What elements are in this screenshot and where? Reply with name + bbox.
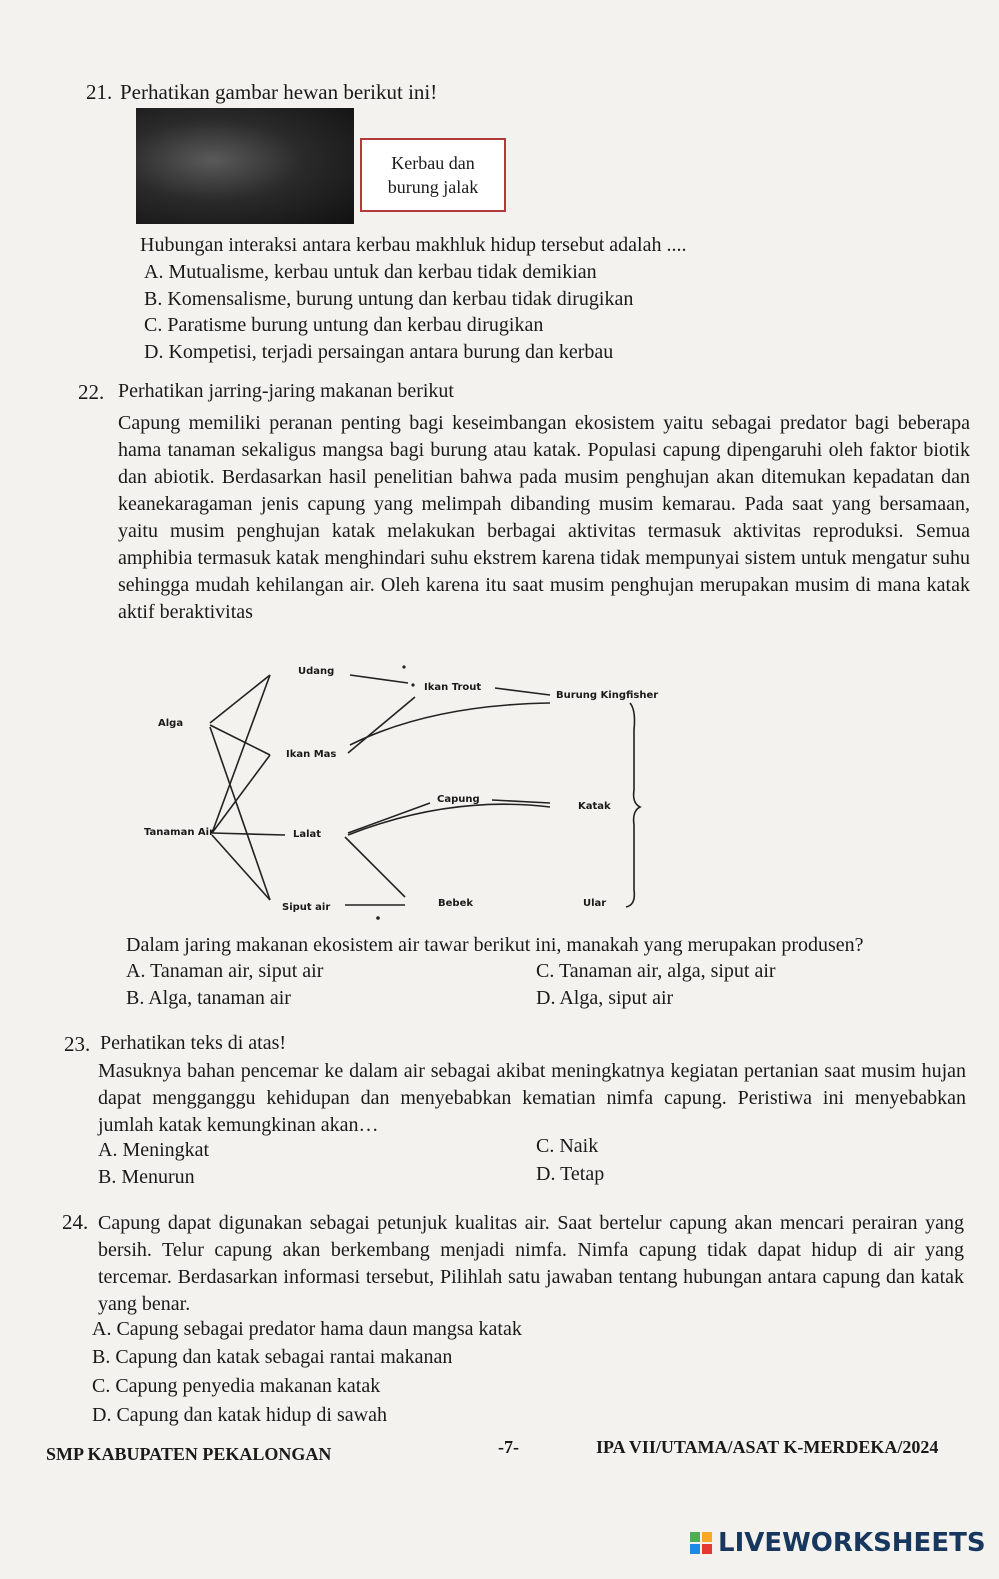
question-21-text: Hubungan interaksi antara kerbau makhluk hidup tersebut adalah .... (140, 234, 687, 256)
node-ular: Ular (583, 898, 607, 909)
caption-line-2: burung jalak (387, 177, 479, 197)
question-22-text: Dalam jaring makanan ekosistem air tawar berikut ini, manakah yang merupakan produsen? (126, 934, 864, 956)
question-22-option-c[interactable]: C. Tanaman air, alga, siput air (536, 960, 776, 982)
caption-line-1: Kerbau dan (391, 153, 475, 173)
node-alga: Alga (158, 718, 184, 729)
brand-text: LIVEWORKSHEETS (718, 1528, 986, 1558)
question-23-number: 23. (64, 1032, 91, 1056)
buffalo-bird-photo (136, 108, 354, 224)
question-22-option-d[interactable]: D. Alga, siput air (536, 987, 674, 1009)
question-24-option-c[interactable]: C. Capung penyedia makanan katak (92, 1375, 381, 1397)
question-23-option-a[interactable]: A. Meningkat (98, 1139, 210, 1161)
question-23-paragraph: Masuknya bahan pencemar ke dalam air sebagai akibat meningkatnya kegiatan pertanian saat musim hujan dapat mengganggu kehidupan dan menyebabkan kematian nimfa capung. Peristiwa ini menyebabkan jumlah katak kemungkinan akan… (98, 1060, 966, 1136)
node-capung: Capung (437, 794, 480, 805)
question-23-option-c[interactable]: C. Naik (536, 1135, 599, 1157)
question-24-option-b[interactable]: B. Capung dan katak sebagai rantai makanan (92, 1346, 453, 1368)
node-ikan-mas: Ikan Mas (286, 749, 337, 760)
question-23-option-d[interactable]: D. Tetap (536, 1163, 605, 1185)
node-ikan-trout: Ikan Trout (424, 682, 482, 693)
question-22-option-a[interactable]: A. Tanaman air, siput air (126, 960, 324, 982)
footer-school: SMP KABUPATEN PEKALONGAN (46, 1444, 332, 1464)
node-tanaman-air: Tanaman Air (144, 827, 215, 838)
node-siput-air: Siput air (282, 902, 331, 913)
question-24-number: 24. (62, 1210, 89, 1234)
question-21-option-b[interactable]: B. Komensalisme, burung untung dan kerbau tidak dirugikan (144, 288, 634, 310)
question-21-intro: Perhatikan gambar hewan berikut ini! (120, 80, 438, 104)
node-udang: Udang (298, 666, 335, 677)
photo-caption-box (360, 138, 506, 212)
question-22-number: 22. (78, 380, 105, 404)
question-21-number: 21. (86, 80, 113, 104)
node-bebek: Bebek (438, 898, 473, 909)
node-katak: Katak (578, 801, 611, 812)
question-22-option-b[interactable]: B. Alga, tanaman air (126, 987, 291, 1009)
liveworksheets-icon (690, 1532, 712, 1554)
question-24-paragraph: Capung dapat digunakan sebagai petunjuk kualitas air. Saat bertelur capung akan mencari perairan yang bersih. Telur capung akan berkembang menjadi nimfa. Nimfa capung tidak dapat hidup di air yang tercemar. Berdasarkan informasi tersebut, Pilihlah satu jawaban tentang hubungan antara capung dan katak yang benar. (98, 1212, 964, 1315)
question-22-paragraph: Capung memiliki peranan penting bagi keseimbangan ekosistem yaitu sebagai predator bagi beberapa hama tanaman sekaligus mangsa bagi burung atau katak. Populasi capung dipengaruhi oleh faktor biotik dan abiotik. Berdasarkan hasil penelitian bahwa pada musim penghujan akan ditemukan kepadatan dan keanekaragaman jenis capung yang melimpah dibanding musim kemarau. Pada saat yang bersamaan, yaitu musim penghujan katak melakukan berbagai aktivitas termasuk aktivitas reproduksi. Semua amphibia termasuk katak menghindari suhu ekstrem karena tidak mempunyai sistem untuk mengatur suhu sehingga mudah kehilangan air. Oleh karena itu saat musim penghujan merupakan musim di mana katak aktif beraktivitas (118, 412, 970, 623)
question-23-option-b[interactable]: B. Menurun (98, 1166, 195, 1188)
question-21-option-d[interactable]: D. Kompetisi, terjadi persaingan antara burung dan kerbau (144, 341, 614, 363)
node-lalat: Lalat (293, 829, 322, 840)
question-22-intro: Perhatikan jarring-jaring makanan berikut (118, 380, 454, 402)
question-21-option-c[interactable]: C. Paratisme burung untung dan kerbau dirugikan (144, 314, 544, 336)
liveworksheets-logo (690, 1528, 986, 1558)
question-23-intro: Perhatikan teks di atas! (100, 1032, 287, 1054)
question-24-option-d[interactable]: D. Capung dan katak hidup di sawah (92, 1404, 387, 1426)
footer-exam-code: IPA VII/UTAMA/ASAT K-MERDEKA/2024 (596, 1437, 939, 1457)
footer-page-number: -7- (498, 1437, 519, 1457)
node-burung-kingfisher: Burung Kingfisher (556, 690, 659, 701)
question-21-option-a[interactable]: A. Mutualisme, kerbau untuk dan kerbau tidak demikian (144, 261, 597, 283)
question-24-option-a[interactable]: A. Capung sebagai predator hama daun mangsa katak (92, 1318, 522, 1340)
